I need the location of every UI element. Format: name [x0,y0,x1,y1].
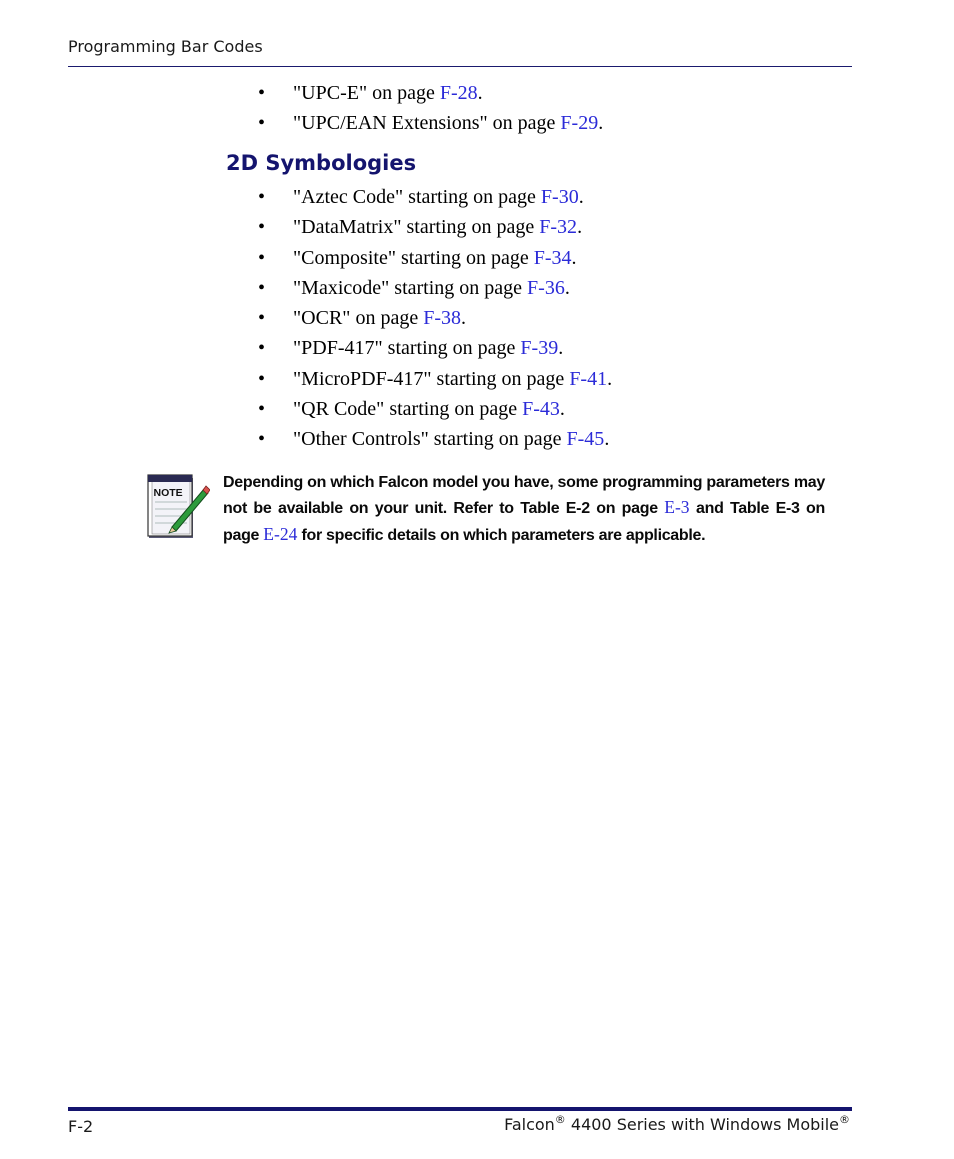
footer-title [504,1113,850,1134]
list-item-text: "Aztec Code" starting on page [293,186,541,208]
header-rule [68,66,852,67]
list-item [258,212,612,242]
note-icon [146,472,210,542]
list-item-punctuation: . [598,112,604,135]
list-item-text: "MicroPDF-417" starting on page [293,367,570,390]
page-number: F-2 [68,1117,94,1136]
page-reference-link[interactable]: F-38 [423,307,462,330]
list-item-punctuation: . [477,82,483,104]
page-reference-link[interactable]: F-30 [540,186,579,208]
list-item-text: "Other Controls" starting on page [293,428,567,451]
list-item-text: "DataMatrix" starting on page [293,216,540,239]
list-item-text: "Maxicode" starting on page [293,276,528,299]
bullet-list-continued [258,78,603,139]
registered-mark: ® [839,1113,850,1126]
page-reference-link[interactable]: F-32 [539,216,578,239]
note-text-part: Depending on which Falcon model you have, some programming parameters may not be available on your unit. Refer to Table E-2 on page [223,474,825,518]
page-reference-link[interactable]: E-24 [263,523,298,544]
page-reference-link[interactable]: F-41 [569,367,608,390]
note-text-part: and Table E-3 on page [223,500,825,544]
list-item [258,424,612,454]
note-notepad-pencil-icon [146,472,210,542]
bullet-icon: • [258,428,266,451]
bullet-icon: • [258,246,266,269]
list-item-text: "Composite" starting on page [293,246,534,269]
bullet-icon: • [258,367,266,390]
bullet-icon: • [258,307,266,330]
footer-title-part: 4400 Series with Windows Mobile [565,1115,839,1134]
list-item-punctuation: . [607,367,613,390]
list-item-text: "OCR" on page [293,307,424,330]
list-item [258,303,612,333]
list-item [258,108,603,138]
list-item [258,364,612,394]
page-reference-link[interactable]: F-28 [439,82,478,104]
list-item-punctuation: . [578,186,584,208]
page-reference-link[interactable]: F-39 [520,337,559,360]
list-item [258,273,612,303]
page-reference-link[interactable]: F-34 [533,246,572,269]
list-item-punctuation: . [558,337,564,360]
list-item [258,394,612,424]
list-item-punctuation: . [571,246,577,269]
bullet-icon: • [258,82,266,104]
list-item-punctuation: . [564,276,570,299]
bullet-icon: • [258,112,266,135]
list-item-punctuation: . [604,428,610,451]
footer-title-part: Falcon [504,1115,555,1134]
page-reference-link[interactable]: F-43 [522,398,560,421]
bullet-list-2d-symbologies [258,182,612,455]
list-item-text: "QR Code" starting on page [293,398,523,421]
page-reference-link[interactable]: E-3 [664,497,690,518]
list-item [258,243,612,273]
page-reference-link[interactable]: F-36 [527,276,565,299]
list-item-punctuation: . [559,398,565,421]
list-item [258,182,612,212]
list-item-punctuation: . [461,307,467,330]
registered-mark: ® [554,1113,566,1126]
list-item [258,78,603,108]
bullet-icon: • [258,398,266,421]
running-head: Programming Bar Codes [68,37,263,56]
list-item-text: "UPC-E" on page [293,82,440,104]
list-item [258,333,612,363]
page-reference-link[interactable]: F-45 [566,428,605,451]
list-item-punctuation: . [577,216,583,239]
section-heading: 2D Symbologies [226,151,417,175]
list-item-text: "PDF-417" starting on page [293,337,521,360]
note-icon-label: NOTE [153,487,183,499]
bullet-icon: • [258,276,266,299]
list-item-text: "UPC/EAN Extensions" on page [293,112,561,135]
bullet-icon: • [258,216,266,239]
page-reference-link[interactable]: F-29 [560,112,599,135]
note-text [223,471,825,548]
note-text-part: for specific details on which parameters are applicable. [297,526,706,544]
bullet-icon: • [258,337,266,360]
bullet-icon: • [258,186,266,208]
footer-rule [68,1107,852,1111]
